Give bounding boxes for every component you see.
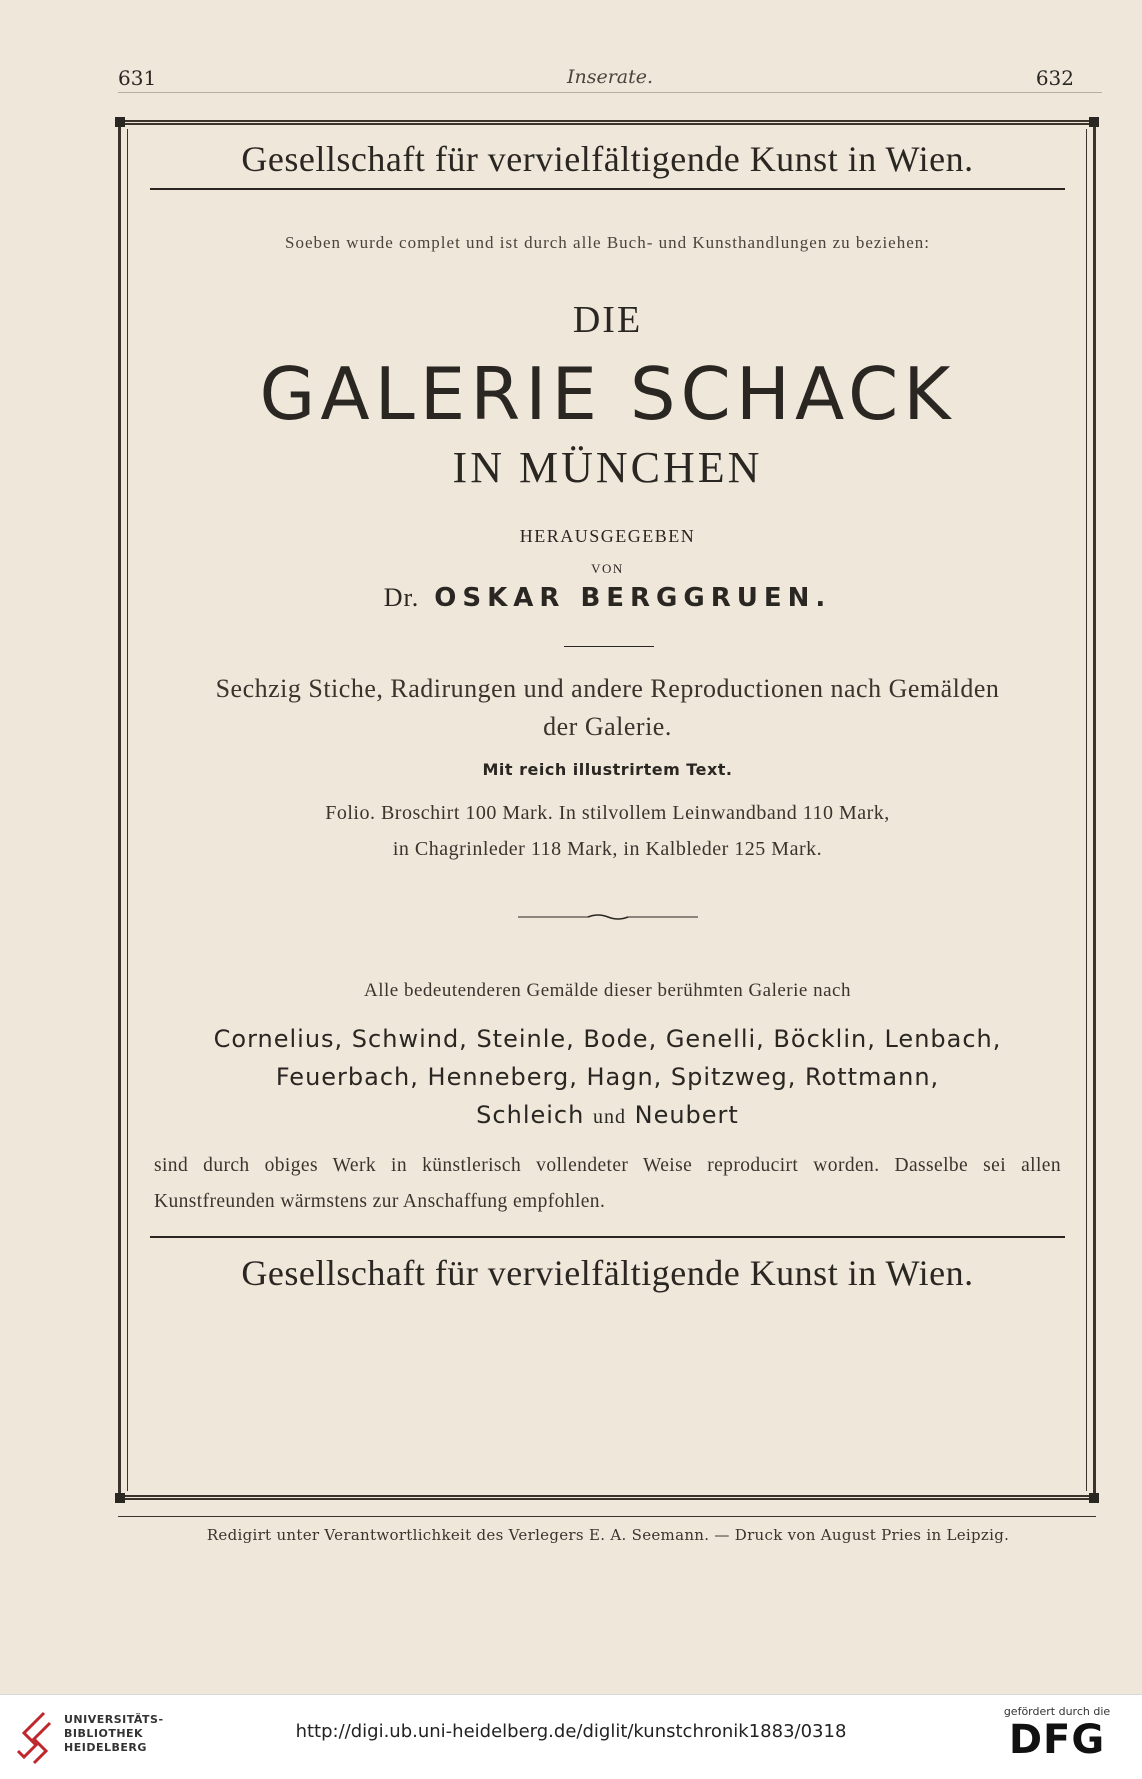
publisher-heading-top: Gesellschaft für vervielfältigende Kunst in Wien. [241,139,974,179]
imprint-rule [118,1516,1096,1517]
heading-rule [150,188,1065,190]
conjunction: und [592,1106,626,1128]
author-name: OSKAR BERGGRUEN. [434,583,832,613]
price-line-2: in Chagrinleder 118 Mark, in Kalbleder 125 Mark. [392,838,823,860]
artists-intro: Alle bedeutenderen Gemälde dieser berühmten Galerie nach [364,980,851,1001]
description-line-2: der Galerie. [543,712,672,741]
page-number-right: 632 [1035,66,1074,90]
funder-block [992,1705,1122,1762]
artist-neubert: Neubert [634,1101,739,1129]
title-article: DIE [572,299,643,341]
ornament-divider [518,912,698,922]
by-label: VON [591,561,624,576]
dfg-logo: DFG [1008,1717,1106,1763]
imprint-line: Redigirt unter Verantwortlichkeit des Verlegers E. A. Seemann. — Druck von August Pries in Leipzig. [206,1526,1010,1544]
library-name-line: UNIVERSITÄTS- [64,1713,164,1726]
funded-by-label: gefördert durch die [1003,1705,1111,1718]
editor-label: HERAUSGEGEBEN [519,526,696,546]
library-name-line: HEIDELBERG [64,1741,147,1754]
page-number-left: 631 [118,66,157,90]
announcement: Soeben wurde complet und ist durch alle Buch- und Kunsthandlungen zu beziehen: [285,233,930,252]
artists-line-3 [150,1101,1065,1129]
page-header [118,62,1102,93]
corner-ornament [115,117,125,127]
library-name-line: BIBLIOTHEK [64,1727,144,1740]
publisher-heading-bottom: Gesellschaft für vervielfältigende Kunst in Wien. [241,1253,974,1293]
artists-line-2: Feuerbach, Henneberg, Hagn, Spitzweg, Rottmann, [275,1063,940,1091]
separator-rule [564,646,654,647]
author [150,583,1065,613]
description-line-1: Sechzig Stiche, Radirungen und andere Reproductionen nach Gemälden [215,674,1000,703]
footer-rule [150,1236,1065,1238]
closing-paragraph: sind durch obiges Werk in künstlerisch vollendeter Weise reproducirt worden. Dasselbe sei allen Kunstfreunden wärmstens zur Anschaffung empfohlen. [154,1155,1061,1212]
price-line-1: Folio. Broschirt 100 Mark. In stilvollem Leinwandband 110 Mark, [325,802,890,824]
author-title: Dr. [383,583,420,612]
corner-ornament [1089,117,1099,127]
book-title: GALERIE SCHACK [259,352,956,436]
artists-line-1: Cornelius, Schwind, Steinle, Bode, Genelli, Böcklin, Lenbach, [213,1025,1002,1053]
permalink-url[interactable]: http://digi.ub.uni-heidelberg.de/diglit/kunstchronik1883/0318 [295,1721,847,1742]
corner-ornament [115,1493,125,1503]
corner-ornament [1089,1493,1099,1503]
text-note: Mit reich illustrirtem Text. [482,760,733,779]
artist-schleich: Schleich [476,1101,585,1129]
digitization-footer [0,1694,1142,1779]
running-title: Inserate. [566,66,654,88]
book-subtitle: IN MÜNCHEN [452,443,763,492]
